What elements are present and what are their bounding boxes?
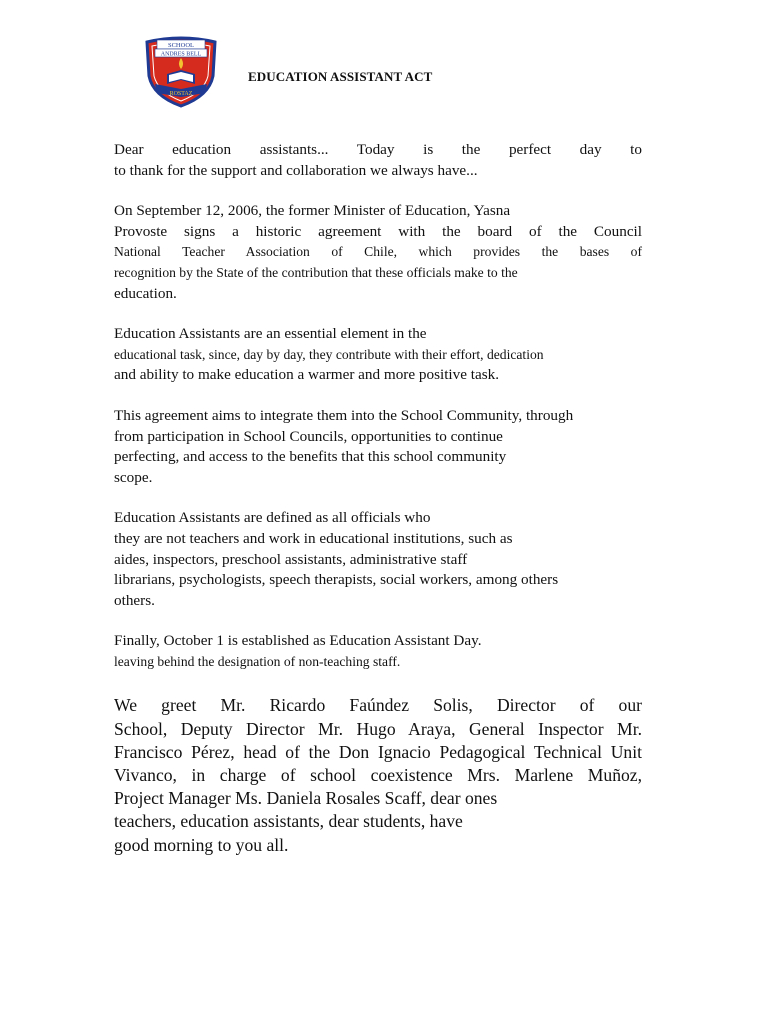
text-line: aides, inspectors, preschool assistants, administrative staff [114,550,468,568]
crest-top-text: SCHOOL [167,42,195,49]
text-line: good morning to you all. [114,834,289,855]
text-line: Vivanco, in charge of school coexistence Mrs. Marlene Muñoz, [114,765,642,786]
text-line: School, Deputy Director Mr. Hugo Araya, General Inspector Mr. [114,718,642,739]
paragraph-5 [114,508,642,611]
text-line: Francisco Pérez, head of the Don Ignacio Pedagogical Technical Unit [114,741,642,762]
text-line: This agreement aims to integrate them into the School Community, through [114,406,574,424]
crest-name-text: ANDRES BELL [160,51,202,58]
text-line: from participation in School Councils, opportunities to continue [114,427,503,445]
text-line: National Teacher Association of Chile, which provides the bases of [114,244,642,260]
document-title: EDUCATION ASSISTANT ACT [248,69,433,84]
text-line: they are not teachers and work in educational institutions, such as [114,529,513,547]
greeting-paragraph [114,694,642,856]
text-line: educational task, since, day by day, they contribute with their effort, dedication [114,346,544,362]
text-line: librarians, psychologists, speech therapists, social workers, among others [114,571,559,589]
text-line: Project Manager Ms. Daniela Rosales Scaff, dear ones [114,788,498,809]
text-line: teachers, education assistants, dear students, have [114,811,463,832]
paragraph-2 [114,201,642,304]
crest-bottom-text: ROSTAZ [169,91,193,97]
text-line: scope. [114,468,153,486]
text-line: We greet Mr. Ricardo Faúndez Solis, Director of our [114,695,642,716]
text-line: leaving behind the designation of non-teaching staff. [114,653,401,669]
text-line: recognition by the State of the contribution that these officials make to the [114,264,518,280]
text-line: education. [114,284,177,302]
school-crest-logo [143,36,219,108]
text-line: Education Assistants are an essential element in the [114,325,427,343]
text-line: and ability to make education a warmer and more positive task. [114,366,500,384]
paragraph-3 [114,324,642,386]
text-line: others. [114,591,155,609]
text-line: Education Assistants are defined as all officials who [114,509,431,527]
paragraph-4 [114,406,642,488]
text-line: Finally, October 1 is established as Education Assistant Day. [114,632,482,650]
text-line: Provoste signs a historic agreement with the board of the Council [114,222,642,240]
text-line: Dear education assistants... Today is the perfect day to [114,141,642,158]
text-line: to thank for the support and collaboration we always have... [114,161,478,179]
paragraph-1 [114,140,642,181]
letter-body [114,140,642,857]
text-line: perfecting, and access to the benefits that this school community [114,448,507,466]
text-line: On September 12, 2006, the former Minister of Education, Yasna [114,202,511,220]
paragraph-6 [114,631,642,672]
